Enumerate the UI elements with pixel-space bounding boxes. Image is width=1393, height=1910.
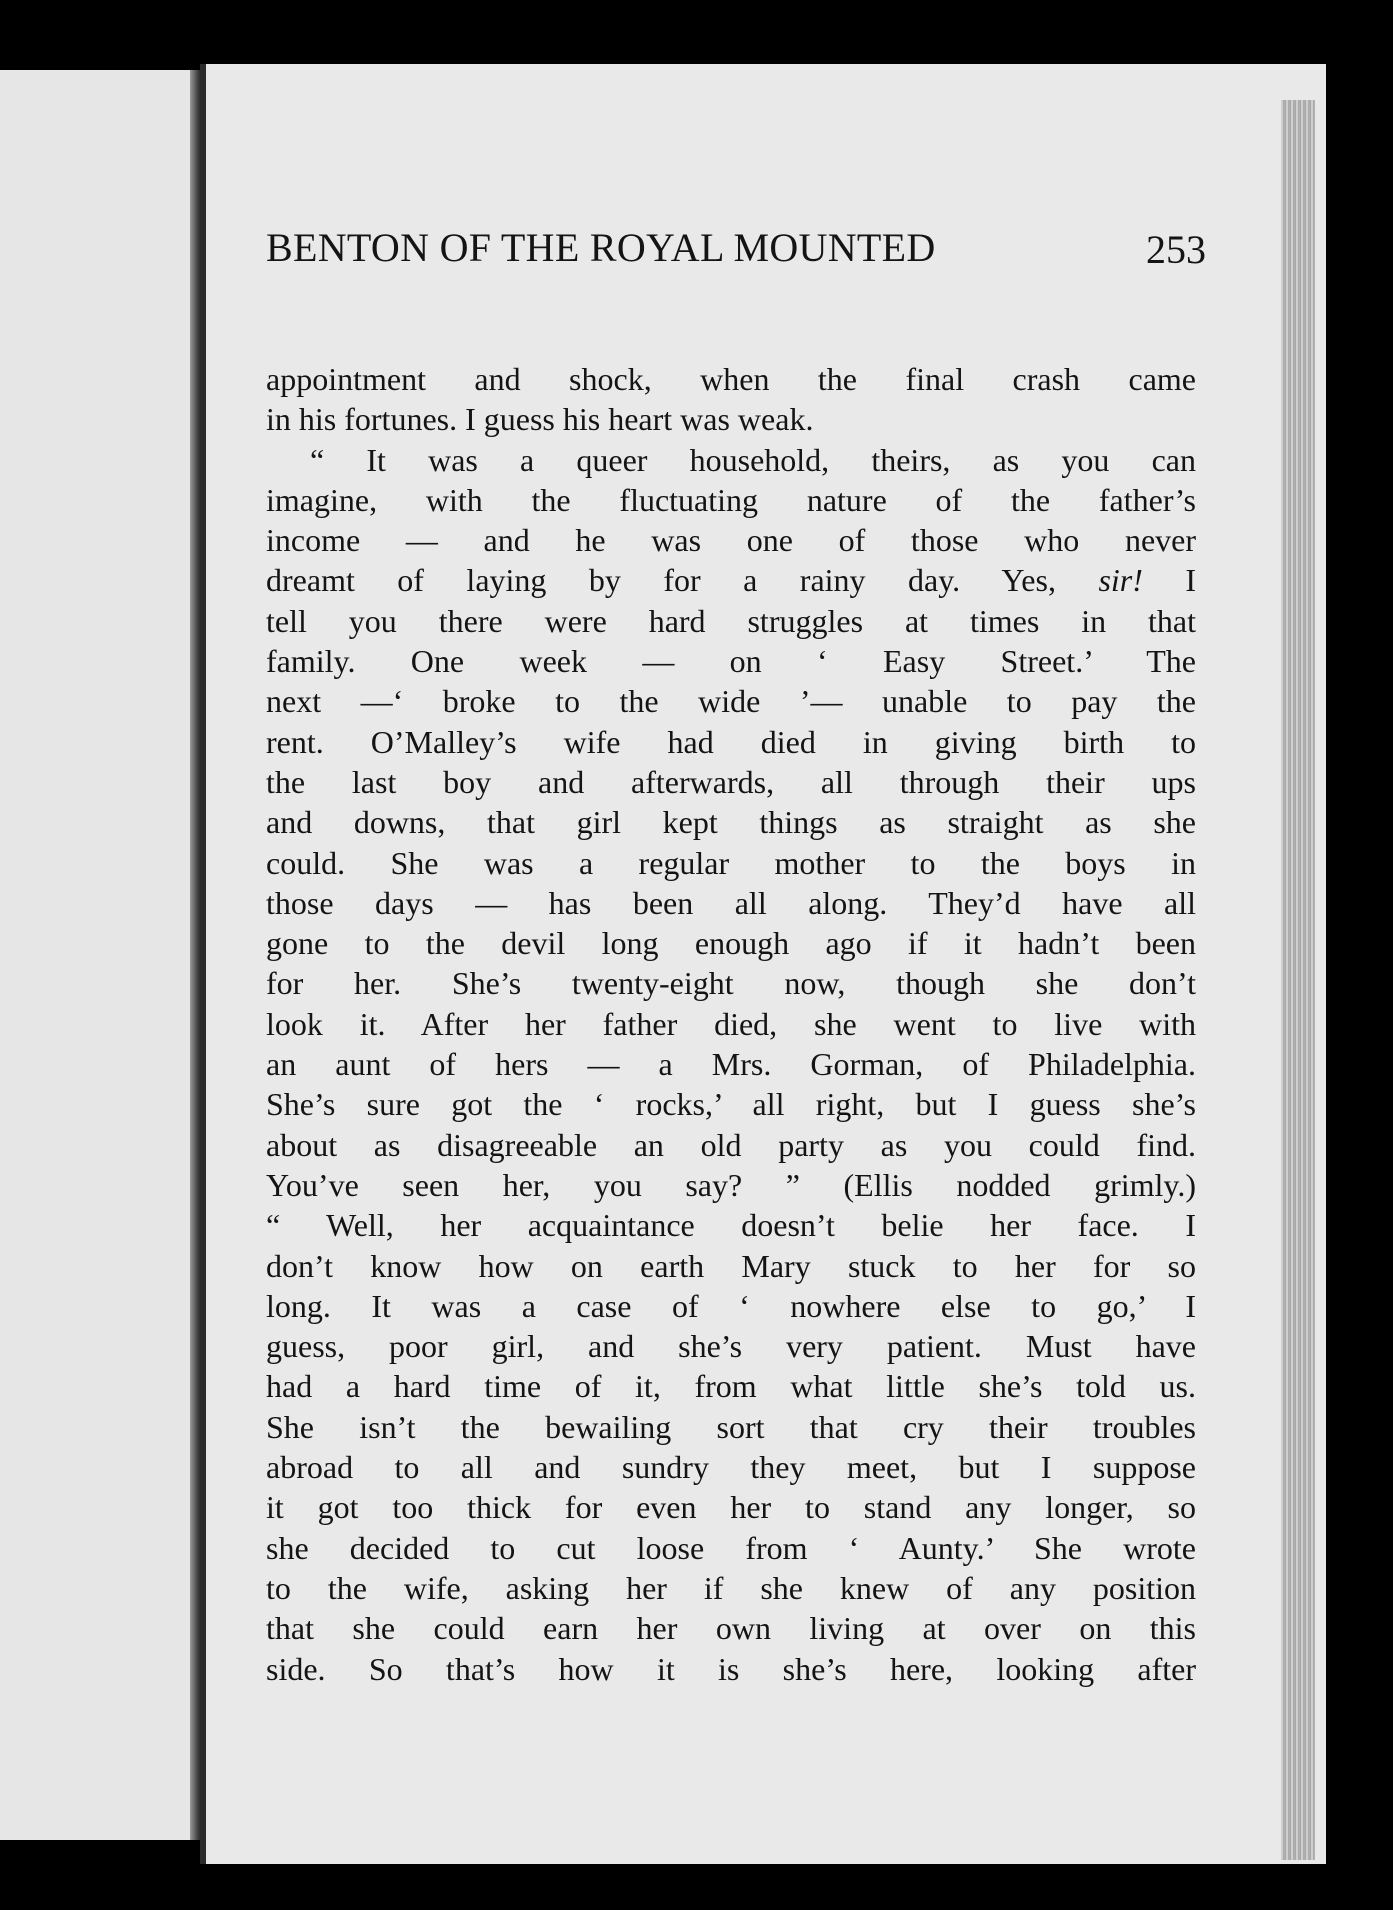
text-segment: dreamt of laying by for a rainy day. Yes,	[266, 562, 1099, 599]
text-line: that she could earn her own living at over on this	[266, 1610, 1196, 1647]
text-line: income — and he was one of those who never	[266, 522, 1196, 559]
text-line: appointment and shock, when the final crash came	[266, 361, 1196, 397]
current-page	[200, 64, 1326, 1864]
text-line: look it. After her father died, she went to live with	[266, 1005, 1196, 1042]
text-line: next —‘ broke to the wide ’— unable to pay the	[266, 683, 1196, 720]
text-line: about as disagreeable an old party as you could find.	[266, 1126, 1196, 1163]
text-line: family. One week — on ‘ Easy Street.’ The	[266, 643, 1196, 680]
previous-page	[0, 70, 196, 1840]
italic-emphasis: sir!	[1098, 562, 1143, 599]
text-line: and downs, that girl kept things as straight as she	[266, 804, 1196, 841]
text-line: to the wife, asking her if she knew of any position	[266, 1569, 1196, 1606]
text-line: long. It was a case of ‘ nowhere else to go,’ I	[266, 1287, 1196, 1324]
text-line: guess, poor girl, and she’s very patient. Must have	[266, 1328, 1196, 1365]
text-line: had a hard time of it, from what little she’s told us.	[266, 1368, 1196, 1405]
page-header	[266, 224, 1206, 271]
text-line: it got too thick for even her to stand any longer, so	[266, 1489, 1196, 1526]
text-line: “ Well, her acquaintance doesn’t belie her face. I	[266, 1207, 1196, 1244]
text-line: gone to the devil long enough ago if it hadn’t been	[266, 925, 1196, 962]
text-line: She’s sure got the ‘ rocks,’ all right, but I guess she’s	[266, 1086, 1196, 1123]
text-line	[266, 560, 1196, 600]
running-head: BENTON OF THE ROYAL MOUNTED	[266, 225, 936, 270]
text-line: rent. O’Malley’s wife had died in giving birth to	[266, 723, 1196, 760]
page-body-text	[266, 359, 1196, 1689]
text-segment: I	[1142, 562, 1197, 599]
text-line: tell you there were hard struggles at times in that	[266, 602, 1196, 639]
text-line: abroad to all and sundry they meet, but I suppose	[266, 1449, 1196, 1486]
text-line: she decided to cut loose from ‘ Aunty.’ She wrote	[266, 1529, 1196, 1566]
text-line: You’ve seen her, you say? ” (Ellis nodded grimly.)	[266, 1166, 1196, 1203]
text-line: imagine, with the fluctuating nature of the father’s	[266, 481, 1196, 518]
page-edges	[1281, 100, 1315, 1860]
text-line: for her. She’s twenty-eight now, though she don’t	[266, 965, 1196, 1002]
page-number: 253	[1146, 227, 1206, 272]
text-line: side. So that’s how it is she’s here, looking after	[266, 1650, 1196, 1687]
text-line: those days — has been all along. They’d have all	[266, 884, 1196, 921]
text-line: could. She was a regular mother to the boys in	[266, 844, 1196, 881]
text-line: the last boy and afterwards, all through their ups	[266, 763, 1196, 800]
text-line: don’t know how on earth Mary stuck to her for so	[266, 1247, 1196, 1284]
text-line: “ It was a queer household, theirs, as you can	[310, 441, 1196, 478]
text-line: She isn’t the bewailing sort that cry their troubles	[266, 1408, 1196, 1445]
text-line: in his fortunes. I guess his heart was weak.	[266, 401, 814, 438]
text-line: an aunt of hers — a Mrs. Gorman, of Philadelphia.	[266, 1046, 1196, 1083]
